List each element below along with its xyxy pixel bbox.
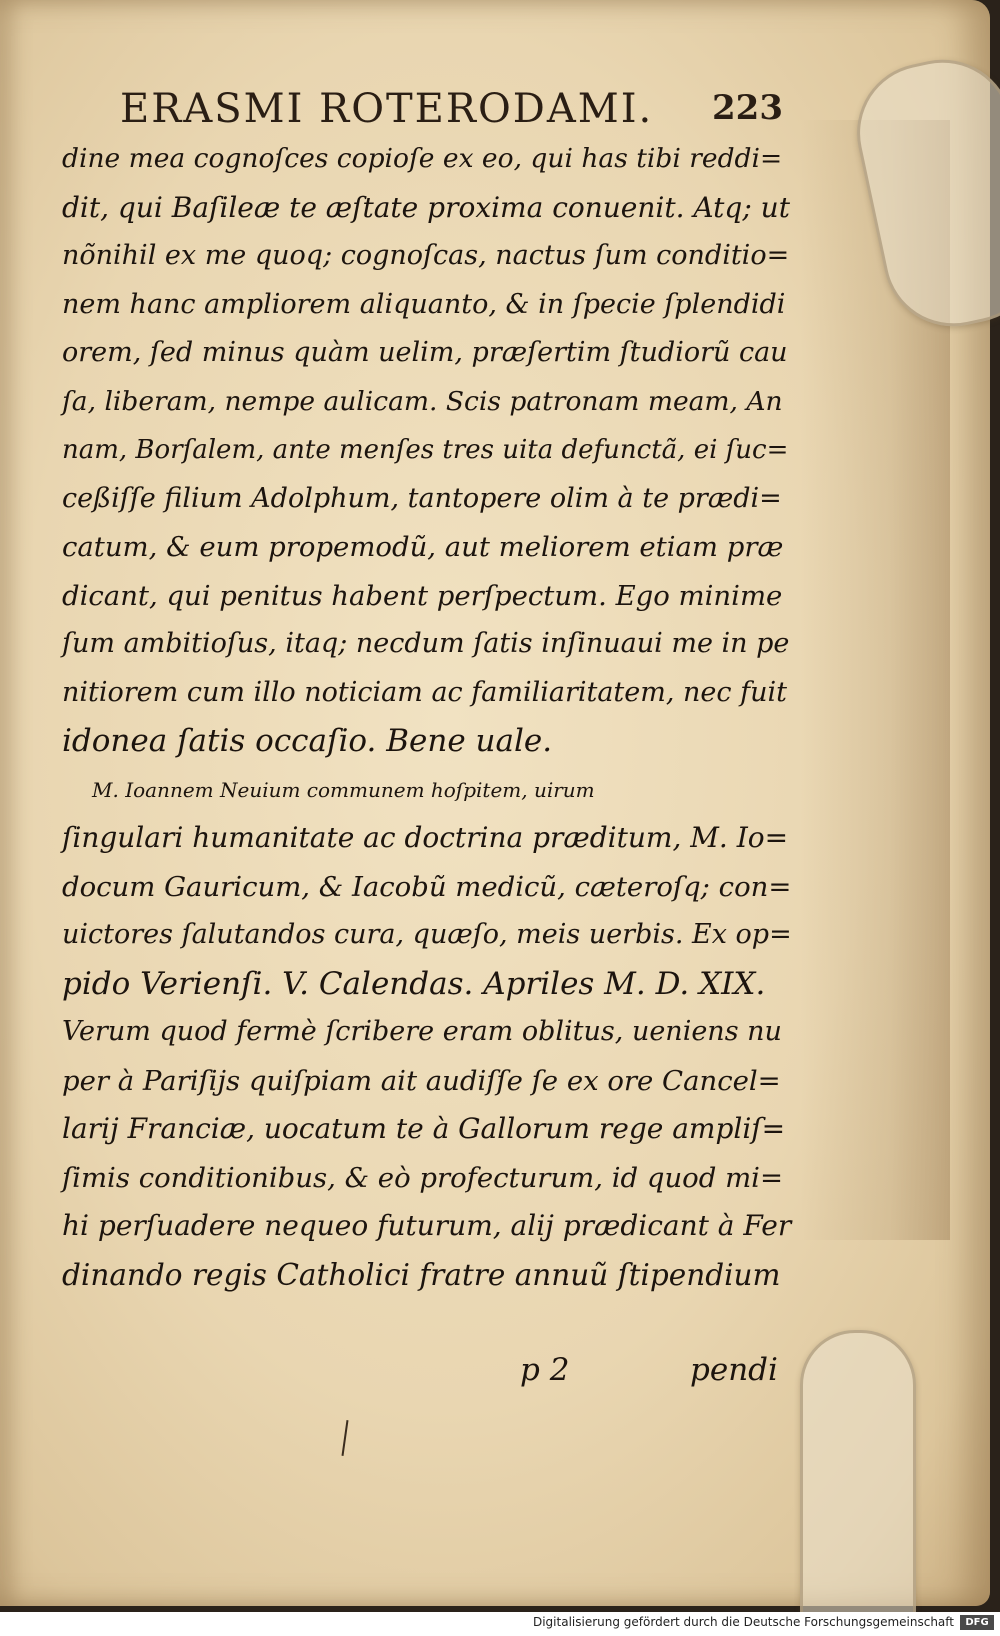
text-line: nitiorem cum illo noticiam ac familiaritatem, nec fuit xyxy=(62,676,787,708)
text-line: nem hanc ampliorem aliquanto, & in ſpecie ſplendidi xyxy=(62,288,786,320)
text-line: larij Franciæ, uocatum te à Gallorum rege ampliſ= xyxy=(62,1112,786,1145)
text-line: dicant, qui penitus habent perſpectum. Ego minime xyxy=(62,579,783,612)
text-line: docum Gauricum, & Iacobũ medicũ, cæteroſq; con= xyxy=(62,870,792,903)
text-line: ſimis conditionibus, & eò profecturum, id quod mi= xyxy=(62,1161,783,1194)
text-line: hi perſuadere nequeo futurum, alij prædicant à Fer xyxy=(62,1209,792,1242)
text-line: dine mea cognoſces copioſe ex eo, qui has tibi reddi= xyxy=(62,143,783,174)
text-line: M. Ioannem Neuium communem hoſpitem, uirum xyxy=(92,777,595,802)
text-line: nam, Borſalem, ante menſes tres uita defunctã, ei ſuc= xyxy=(62,435,789,465)
text-line: catum, & eum propemodũ, aut meliorem etiam præ xyxy=(62,531,784,563)
page-number: 223 xyxy=(712,88,783,128)
text-line: uictores ſalutandos cura, quæſo, meis uerbis. Ex op= xyxy=(62,919,792,950)
text-line: Verum quod fermè ſcribere eram oblitus, ueniens nu xyxy=(62,1016,782,1047)
body-text xyxy=(62,135,792,1299)
running-title: ERASMI ROTERODAMI. xyxy=(120,86,654,132)
text-line: ſingulari humanitate ac doctrina præditum, M. Io= xyxy=(62,821,789,854)
dfg-logo: DFG xyxy=(960,1615,994,1630)
text-line: ſa, liberam, nempe aulicam. Scis patronam meam, An xyxy=(62,385,783,417)
text-line: per à Pariſijs quiſpiam ait audiſſe ſe ex ore Cancel= xyxy=(62,1064,781,1097)
text-line: orem, ſed minus quàm uelim, præſertim ſtudiorũ cau xyxy=(62,337,788,368)
footer-bar xyxy=(0,1612,1000,1636)
signature-mark: p 2 xyxy=(520,1352,570,1388)
ink-mark xyxy=(342,1420,349,1456)
page-clip-bottom xyxy=(800,1330,916,1636)
digitization-credit: Digitalisierung gefördert durch die Deutsche Forschungsgemeinschaft xyxy=(532,1615,954,1629)
text-line: nõnihil ex me quoq; cognoſcas, nactus ſum conditio= xyxy=(62,240,790,271)
catchword: pendi xyxy=(690,1352,778,1388)
text-line: ſum ambitioſus, itaq; necdum ſatis inſinuaui me in pe xyxy=(62,628,790,659)
text-line: ceßiſſe filium Adolphum, tantopere olim à te prædi= xyxy=(62,482,782,514)
text-line: idonea ſatis occaſio. Bene uale. xyxy=(62,723,553,759)
text-line: pido Verienſi. V. Calendas. Apriles M. D. XIX. xyxy=(62,965,766,1002)
page-header xyxy=(120,86,783,136)
text-line: dit, qui Baſileæ te æſtate proxima conuenit. Atq; ut xyxy=(62,190,790,224)
text-line: dinando regis Catholici fratre annuũ ſtipendium xyxy=(62,1257,781,1292)
